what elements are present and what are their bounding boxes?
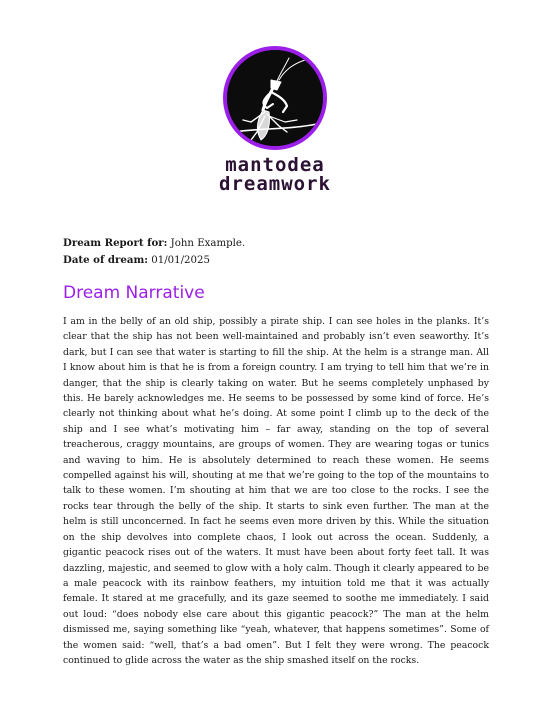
dream-narrative: I am in the belly of an old ship, possibly a pirate ship. I can see holes in the planks. It’s clear that the ship has not been well-maintained and probably isn’t even seaworthy. It’s dark, but I can see that water is starting to fill the ship. At the helm is a strange man. All I know about him is that he is from a foreign country. I am trying to tell him that we’re in danger, that the ship is clearly taking on water. But he seems completely unphased by this. He barely acknowledges me. He seems to be possessed by some kind of force. He’s clearly not thinking about what he’s doing. At some point I climb up to the deck of the ship and I see what’s motivating him – far away, standing on the top of several treacherous, craggy mountains, are groups of women. They are wearing togas or tunics and waving to him. He is absolutely determined to reach these women. He seems compelled against his will, shouting at me that we’re going to the top of the mountains to talk to these women. I’m shouting at him that we are too close to the rocks. I see the rocks tear through the belly of the ship. It starts to sink even further. The man at the helm is still unconcerned. In fact he seems even more driven by this. While the situation on the ship devolves into complete chaos, I look out across the ocean. Suddenly, a gigantic peacock rises out of the waters. It must have been about forty feet tall. It was dazzling, majestic, and seemed to glow with a holy calm. Though it clearly appeared to be a male peacock with its rainbow feathers, my intuition told me that it was actually female. It stared at me gracefully, and its gaze seemed to soothe me immediately. I said out loud: “does nobody else care about this gigantic peacock?” The man at the helm dismissed me, saying something like “yeah, whatever, that happens sometimes”. Some of the women said: “well, that’s a bad omen”. But I felt they were wrong. The peacock continued to glide across the water as the ship smashed itself on the rocks. [63,316,489,666]
report-date-row [63,252,245,269]
section-title: Dream Narrative [63,283,205,303]
brand-name-line1: mantodea [225,154,325,176]
praying-mantis-icon [227,50,323,146]
report-date-label: Date of dream: [63,254,149,266]
logo-badge [223,46,327,150]
report-for-row [63,235,245,252]
brand-name-line2: dreamwork [219,173,331,195]
report-meta [63,235,245,269]
report-for-value: John Example. [170,238,246,249]
brand-wordmark [219,156,331,194]
brand-header [0,46,550,194]
report-date-value: 01/01/2025 [151,255,210,266]
report-for-label: Dream Report for: [63,237,168,249]
